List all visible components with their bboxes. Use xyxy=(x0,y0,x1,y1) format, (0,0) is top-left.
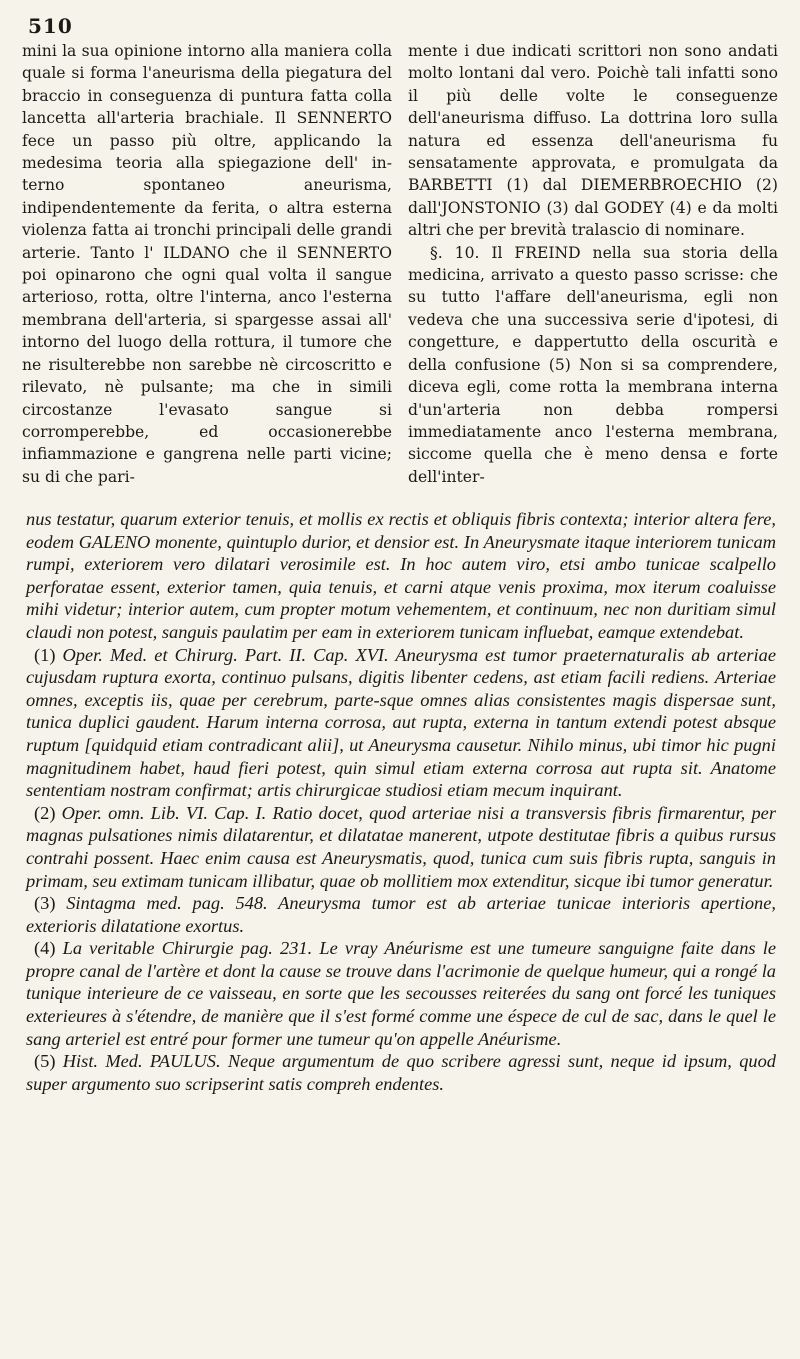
footnote-text: Sintagma med. pag. 548. Aneurysma tumor est ab arteriae tunicae interioris apertione, exterioris dilatatione exortus. xyxy=(26,893,776,936)
footnote-text: Oper. omn. Lib. VI. Cap. I. Ratio docet, quod arteriae nisi a transversis fibris firmarentur, per magnas pulsationes nimis dilatarentur, et dilatatae manerent, utpote destitutae fibris a quibus rursus contrahi possent. Haec enim causa est Aneurysmatis, quod, tunica cum suis fibris rupta, sanguis in primam, seu extimam tunicam illibatur, quae ob mollitiem mox extenditur, sicque ibi tumor generatur. xyxy=(26,802,776,891)
footnote-number: (3) xyxy=(34,893,56,914)
right-column xyxy=(408,40,778,488)
footnotes xyxy=(26,508,776,1095)
body-text xyxy=(22,40,778,488)
footnote-text: La veritable Chirurgie pag. 231. Le vray Anéurisme est une tumeure sanguigne faite dans le propre canal de l'artère et dont la cause se trouve dans l'acrimonie de quelque humeur, qui a rongé la tunique interieure de ce vaisseau, en sorte que les secousses reiterées du sang ont forcé les tuniques exterieures à s'étendre, de manière que il s'est formé comme une éspece de cul de sac, dans le quel le sang arteriel est entré pour former une tumeur qu'on appelle Anéurisme. xyxy=(26,938,776,1049)
footnote-continuation: nus testatur, quarum exterior tenuis, et mollis ex rectis et obliquis fibris contexta; interior altera fere, eodem GALENO monente, quintuplo durior, et densior est. In Aneurysmate itaque interiorem tunicam rumpi, exteriorem vero dilatari verosimile est. In hoc autem viro, etsi ambo tunicae scalpello perforatae essent, exterior tamen, quia tenuis, et carni atque venis proxima, mox iterum coaluisse mihi videtur; interior autem, cum propter motum vehementem, et continuum, nec non duritiam simul claudi non potest, sanguis paulatim per eam in exteriorem tunicam influebat, eamque extendebat. xyxy=(26,509,776,642)
page-number: 510 xyxy=(28,14,73,38)
footnote-number: (2) xyxy=(34,802,56,823)
footnote-number: (4) xyxy=(34,938,56,959)
footnote-number: (1) xyxy=(34,644,56,665)
left-column xyxy=(22,40,392,488)
footnote-text: Oper. Med. et Chirurg. Part. II. Cap. XVI. Aneurysma est tumor praeternaturalis ab arteriae cujusdam ruptura exorta, continuo pulsans, digitis libenter cedens, ast etiam facili rediens. Arteriae omnes, exceptis iis, quae per cerebrum, parte-sque omnes alias consistentes magis dispersae sunt, tunica duplici gaudent. Harum interna corrosa, aut rupta, externa in tantum extendi potest absque ruptum [quidquid etiam contradicant alii], ut Aneurysma causetur. Nihilo minus, ubi timor hic pugni magnitudinem habet, haud fieri potest, quin simul etiam externa corrosa aut rupta sit. Anatome sententiam nostram confirmat; artis chirurgicae studiosi etiam mecum inquirant. xyxy=(26,644,777,801)
left-column-paragraph: mini la sua opinione intorno alla maniera colla quale si forma l'aneurisma della piegatura del braccio in conseguenza di puntura fatta colla lancetta all'arteria brachiale. Il SENNERTO fece un passo più oltre, applicando la medesima teoria alla spiegazione dell' in- terno spontaneo aneurisma, indipendentemente da ferita, o altra esterna violenza fatta ai tronchi principali delle grandi arterie. Tanto l' ILDANO che il SENNERTO poi opinarono che ogni qual volta il sangue arterioso, rotta, oltre l'interna, anco l'esterna membrana dell'arteria, si spargesse assai all' intorno del luogo della rottura, il tumore che ne risulterebbe non sarebbe nè circoscritto e rilevato, nè pulsante; ma che in simili circostanze l'evasato sangue si corromperebbe, ed occasionerebbe infiammazione e gangrena nelle parti vicine; su di che pari- xyxy=(22,42,392,486)
footnote-text: Hist. Med. PAULUS. Neque argumentum de quo scribere agressi sunt, neque id ipsum, quod super argumento suo scripserint satis compreh endentes. xyxy=(26,1051,776,1094)
right-column-paragraph-2: §. 10. Il FREIND nella sua storia della medicina, arrivato a questo passo scrisse: che su tutto l'affare dell'aneurisma, egli non vedeva che una successiva serie d'ipotesi, di congetture, e dappertutto della oscurità e della confusione (5) Non si sa comprendere, diceva egli, come rotta la membrana interna d'un'arteria non debba rompersi immediatamente anco l'esterna membrana, siccome quella che è meno densa e forte dell'inter- xyxy=(408,243,778,486)
footnote-2 xyxy=(26,802,776,892)
footnote-1 xyxy=(26,644,776,802)
footnote-3 xyxy=(26,892,776,937)
footnote-number: (5) xyxy=(34,1051,56,1072)
footnote-5 xyxy=(26,1050,776,1095)
footnote-4 xyxy=(26,937,776,1050)
right-column-paragraph-1: mente i due indicati scrittori non sono andati molto lontani dal vero. Poichè tali infatti sono il più delle volte le conseguenze dell'aneurisma diffuso. La dottrina loro sulla natura ed essenza dell'aneurisma fu sensatamente approvata, e promulgata da BARBETTI (1) dal DIEMERBROECHIO (2) dall'JONSTONIO (3) dal GODEY (4) e da molti altri che per brevità tralascio di nominare. xyxy=(408,42,778,240)
